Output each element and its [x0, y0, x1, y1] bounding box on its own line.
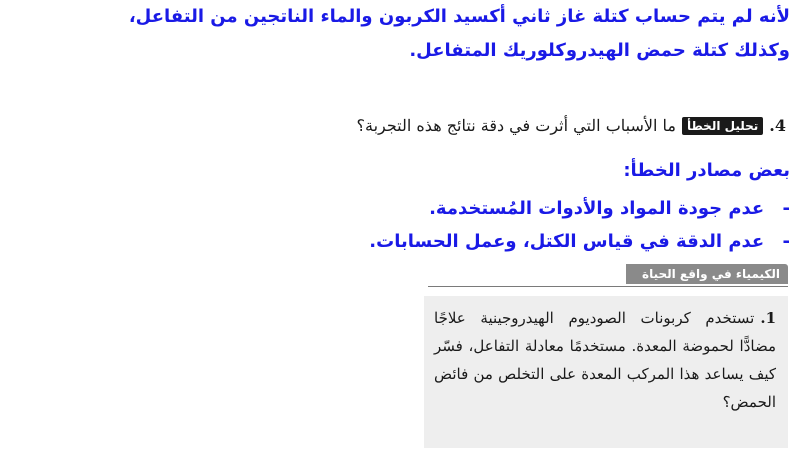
- question-number: 4.: [769, 116, 786, 135]
- error-sources-list: [369, 192, 790, 258]
- real-world-box: [424, 296, 788, 448]
- answer-line-1: لأنه لم يتم حساب كتلة غاز ثاني أكسيد الكربون والماء الناتجين من التفاعل،: [128, 6, 790, 27]
- error-source-item: عدم الدقة في قياس الكتل، وعمل الحسابات.: [369, 231, 765, 252]
- list-item: [369, 225, 790, 258]
- real-world-header: [428, 264, 788, 287]
- question-text: ما الأسباب التي أثرت في دقة نتائج هذه التجربة؟: [356, 116, 676, 135]
- answer-line-2: وكذلك كتلة حمض الهيدروكلوريك المتفاعل.: [409, 40, 790, 61]
- real-world-question: [434, 304, 776, 416]
- dash-bullet: -: [782, 198, 790, 219]
- error-source-item: عدم جودة المواد والأدوات المُستخدمة.: [429, 198, 765, 219]
- real-world-header-label: الكيمياء في واقع الحياة: [626, 264, 788, 284]
- error-analysis-tag: تحليل الخطأ: [682, 117, 763, 135]
- list-item: [369, 192, 790, 225]
- dash-bullet: -: [782, 231, 790, 252]
- question-4: [357, 116, 787, 135]
- real-world-question-text: تستخدم كربونات الصوديوم الهيدروجينية علاجًا مضادًّا لحموضة المعدة. مستخدمًا معادلة التفاعل، فسّر كيف يساعد هذا المركب المعدة على التخلص من فائض الحمض؟: [434, 309, 776, 411]
- error-sources-title: بعض مصادر الخطأ:: [623, 160, 790, 181]
- real-world-question-number: 1.: [760, 309, 776, 327]
